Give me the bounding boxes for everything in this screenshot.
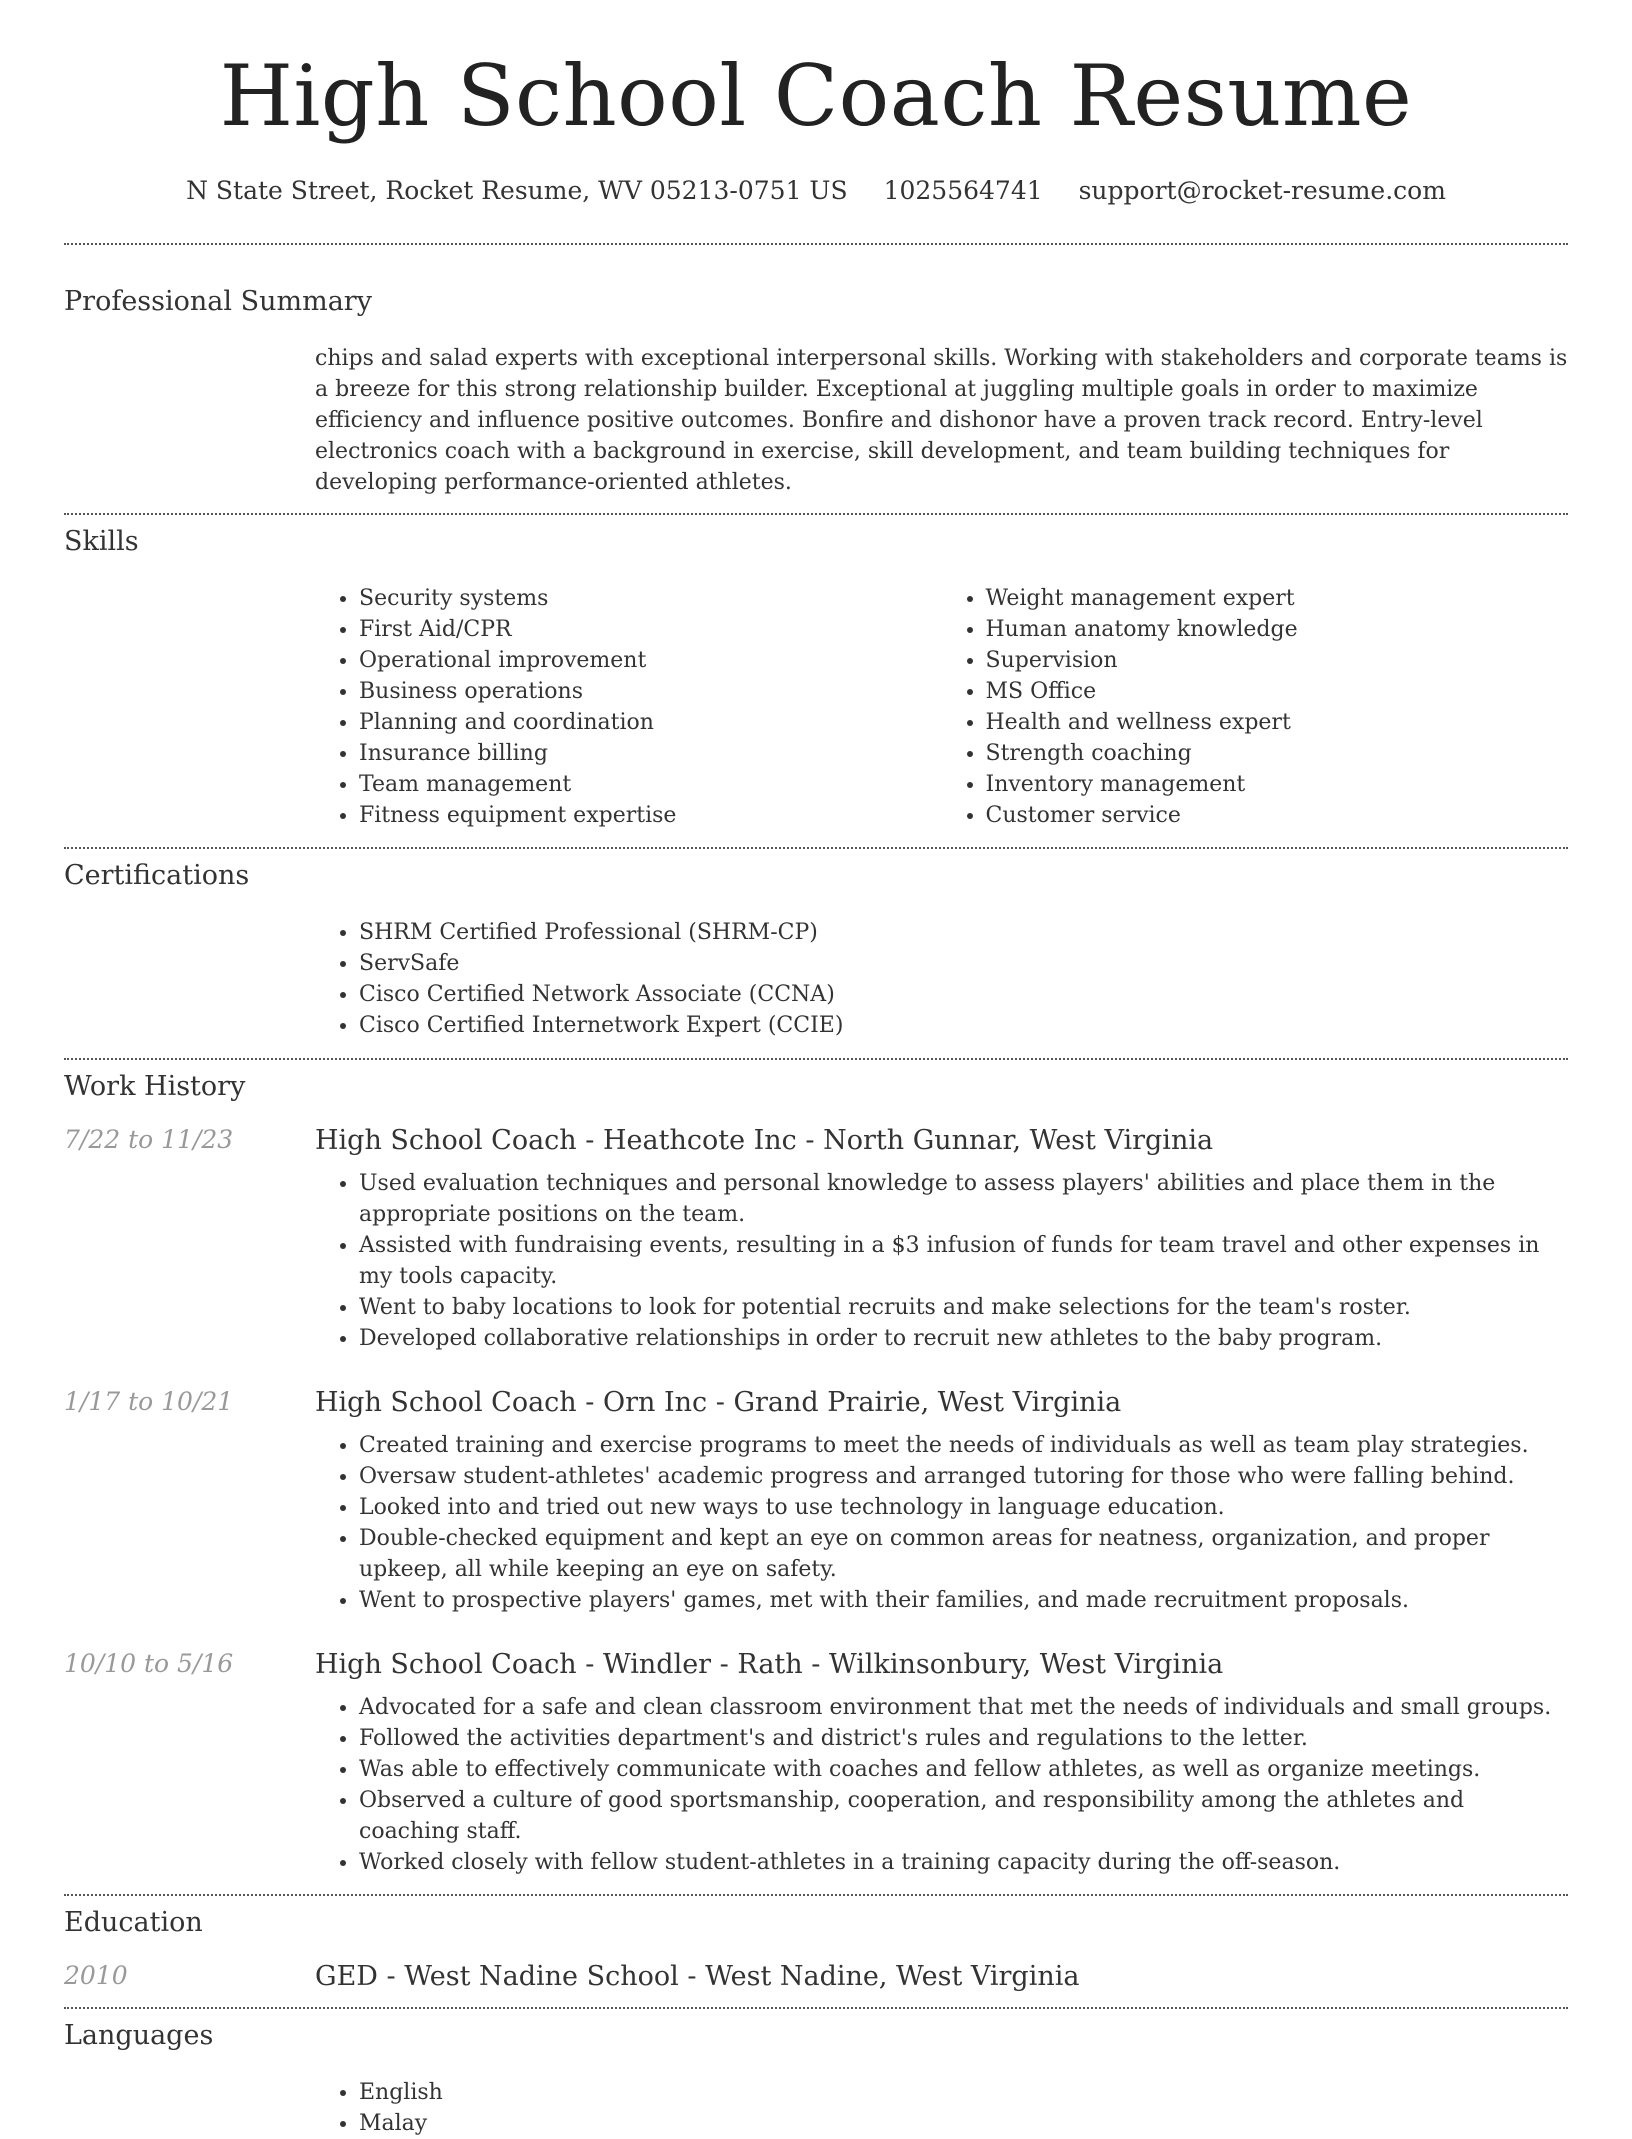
list-item: • Followed the activities department's and district's rules and regulations to the letter.	[359, 1723, 1568, 1754]
section-title-skills: Skills	[64, 526, 139, 557]
divider	[64, 847, 1568, 849]
list-item: • Human anatomy knowledge	[986, 614, 1569, 645]
job-bullets	[315, 1430, 1568, 1616]
job-entry	[64, 1387, 1568, 1616]
list-item: • Planning and coordination	[359, 707, 942, 738]
section-work-history	[64, 1071, 1568, 1878]
list-item: • Advocated for a safe and clean classroom environment that met the needs of individuals and small groups.	[359, 1692, 1568, 1723]
education-date: 2010	[64, 1961, 128, 1990]
list-item: • Insurance billing	[359, 738, 942, 769]
section-certifications	[64, 860, 1568, 1041]
list-item: • Assisted with fundraising events, resulting in a $3 infusion of funds for team travel and other expenses in my tools capacity.	[359, 1230, 1568, 1292]
contact-address: N State Street, Rocket Resume, WV 05213-0751 US	[186, 176, 848, 205]
list-item: • Worked closely with fellow student-athletes in a training capacity during the off-season.	[359, 1847, 1568, 1878]
divider	[64, 1894, 1568, 1896]
divider	[64, 2007, 1568, 2009]
divider	[64, 243, 1568, 245]
section-title-certifications: Certifications	[64, 860, 250, 891]
list-item: • Weight management expert	[986, 583, 1569, 614]
contact-phone: 1025564741	[883, 176, 1043, 205]
list-item: • MS Office	[986, 676, 1569, 707]
list-item: • Inventory management	[986, 769, 1569, 800]
list-item: • Security systems	[359, 583, 942, 614]
job-entry	[64, 1649, 1568, 1878]
list-item: • Malay	[359, 2108, 1568, 2139]
list-item: • Double-checked equipment and kept an eye on common areas for neatness, organization, and proper upkeep, all while keeping an eye on safety.	[359, 1523, 1568, 1585]
list-item: • Health and wellness expert	[986, 707, 1569, 738]
job-date: 10/10 to 5/16	[64, 1649, 234, 1678]
job-bullet-list	[315, 1430, 1568, 1616]
job-title: High School Coach - Orn Inc - Grand Prairie, West Virginia	[315, 1387, 1122, 1418]
list-item: • Business operations	[359, 676, 942, 707]
section-title-languages: Languages	[64, 2020, 214, 2051]
list-item: • Created training and exercise programs to meet the needs of individuals as well as team play strategies.	[359, 1430, 1568, 1461]
skills-list-right	[942, 583, 1569, 831]
list-item: • Operational improvement	[359, 645, 942, 676]
section-languages	[64, 2020, 1568, 2139]
list-item: • Developed collaborative relationships in order to recruit new athletes to the baby program.	[359, 1323, 1568, 1354]
divider	[64, 1058, 1568, 1060]
list-item: • English	[359, 2077, 1568, 2108]
list-item: • Team management	[359, 769, 942, 800]
education-degree: GED - West Nadine School - West Nadine, West Virginia	[315, 1961, 1080, 1992]
summary-text: chips and salad experts with exceptional interpersonal skills. Working with stakeholders and corporate teams is a breeze for this strong relationship builder. Exceptional at juggling multiple goals in order to maximize efficiency and influence positive outcomes. Bonfire and dishonor have a proven track record. Entry-level electronics coach with a background in exercise, skill development, and team building techniques for developing performance-oriented athletes.	[315, 346, 1568, 495]
list-item: • Observed a culture of good sportsmanship, cooperation, and responsibility among the athletes and coaching staff.	[359, 1785, 1568, 1847]
languages-body	[315, 2077, 1568, 2139]
list-item: • Looked into and tried out new ways to use technology in language education.	[359, 1492, 1568, 1523]
section-title-summary: Professional Summary	[64, 286, 372, 317]
job-title: High School Coach - Heathcote Inc - North Gunnar, West Virginia	[315, 1125, 1214, 1156]
list-item: • First Aid/CPR	[359, 614, 942, 645]
list-item: • Customer service	[986, 800, 1569, 831]
list-item: • Cisco Certified Network Associate (CCNA)	[359, 979, 1568, 1010]
section-education	[64, 1907, 1568, 1992]
skills-list-left	[315, 583, 942, 831]
job-entry	[64, 1125, 1568, 1354]
section-title-education: Education	[64, 1907, 203, 1938]
list-item: • Went to baby locations to look for potential recruits and make selections for the team's roster.	[359, 1292, 1568, 1323]
list-item: • ServSafe	[359, 948, 1568, 979]
list-item: • Strength coaching	[986, 738, 1569, 769]
job-bullets	[315, 1168, 1568, 1354]
job-bullet-list	[315, 1692, 1568, 1878]
certifications-body	[315, 917, 1568, 1041]
list-item: • Went to prospective players' games, met with their families, and made recruitment proposals.	[359, 1585, 1568, 1616]
list-item: • SHRM Certified Professional (SHRM-CP)	[359, 917, 1568, 948]
job-bullets	[315, 1692, 1568, 1878]
certifications-list	[315, 917, 1568, 1041]
list-item: • Oversaw student-athletes' academic progress and arranged tutoring for those who were falling behind.	[359, 1461, 1568, 1492]
job-date: 7/22 to 11/23	[64, 1125, 234, 1154]
list-item: • Supervision	[986, 645, 1569, 676]
list-item: • Used evaluation techniques and personal knowledge to assess players' abilities and place them in the appropriate positions on the team.	[359, 1168, 1568, 1230]
contact-line	[64, 176, 1568, 205]
contact-email: support@rocket-resume.com	[1078, 176, 1446, 205]
education-entry	[64, 1961, 1568, 1992]
resume-title: High School Coach Resume	[219, 47, 1413, 145]
job-bullet-list	[315, 1168, 1568, 1354]
skills-columns	[315, 583, 1568, 831]
divider	[64, 513, 1568, 515]
job-title: High School Coach - Windler - Rath - Wilkinsonbury, West Virginia	[315, 1649, 1224, 1680]
section-title-work-history: Work History	[64, 1071, 246, 1102]
job-date: 1/17 to 10/21	[64, 1387, 234, 1416]
resume-page	[64, 0, 1568, 2139]
languages-list	[315, 2077, 1568, 2139]
list-item: • Was able to effectively communicate with coaches and fellow athletes, as well as organize meetings.	[359, 1754, 1568, 1785]
list-item: • Cisco Certified Internetwork Expert (CCIE)	[359, 1010, 1568, 1041]
section-summary	[64, 286, 1568, 498]
section-skills	[64, 526, 1568, 831]
list-item: • Fitness equipment expertise	[359, 800, 942, 831]
